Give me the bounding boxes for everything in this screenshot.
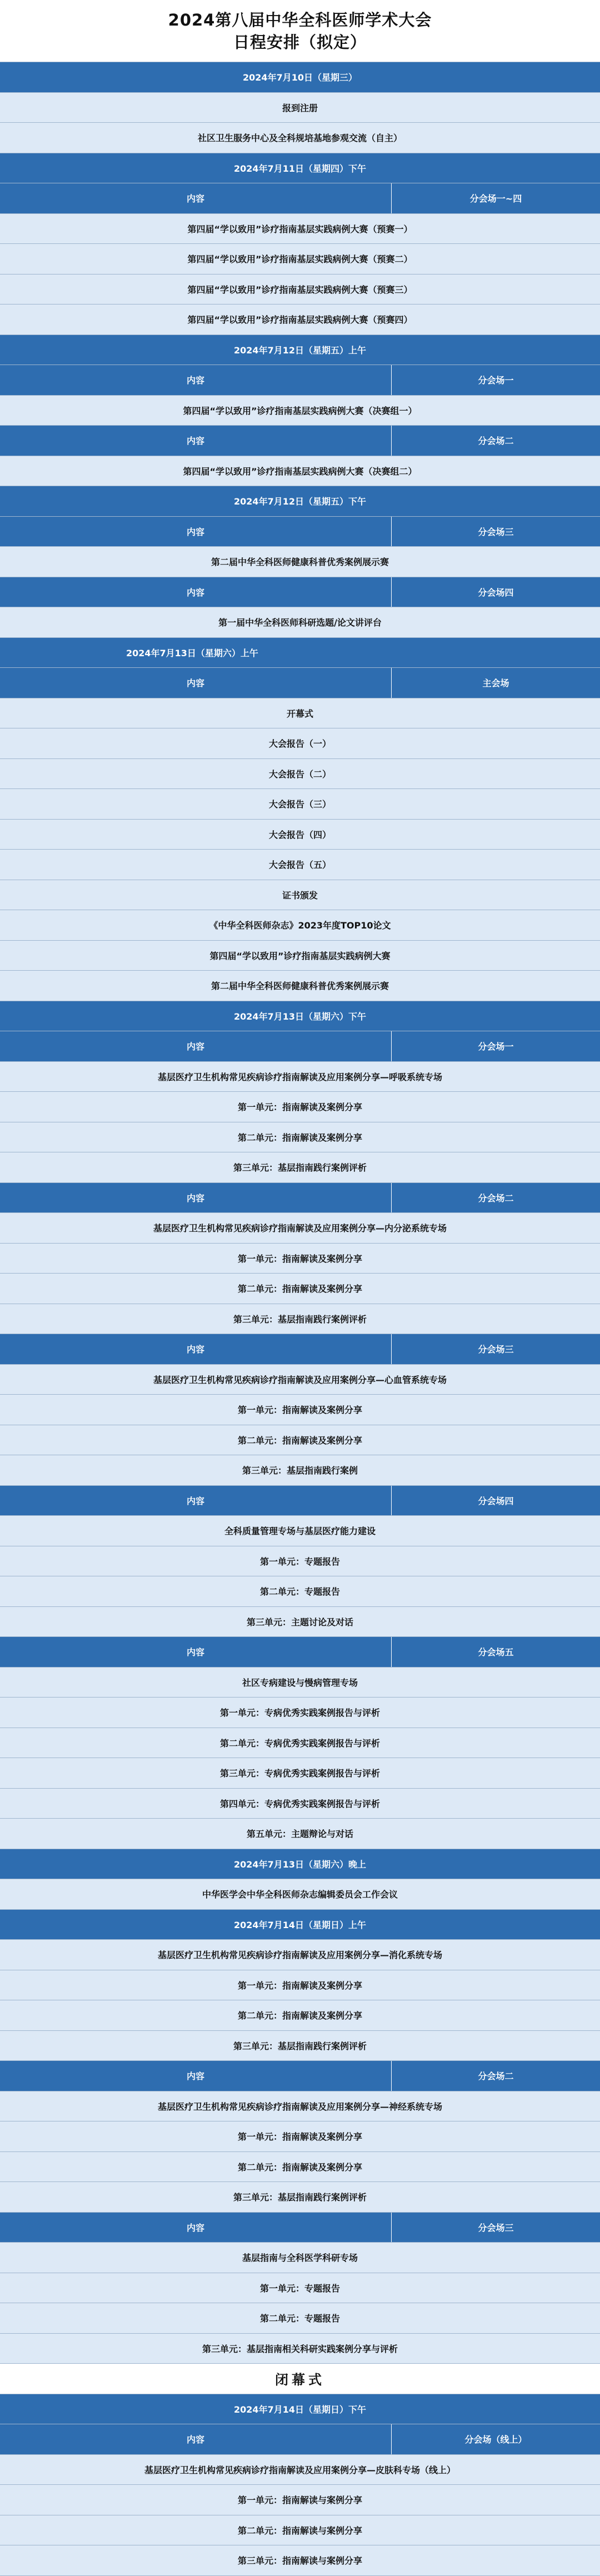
schedule-item: [0, 1607, 600, 1638]
date-row-label: 2024年7月14日（星期日）上午: [234, 1919, 366, 1930]
schedule-item: [0, 456, 600, 487]
column-header-venue: 分会场三: [478, 2222, 514, 2233]
schedule-item-label: 第二单元：专题报告: [259, 2313, 340, 2324]
column-header-venue: 分会场四: [478, 1495, 514, 1506]
title-block: [0, 0, 600, 62]
schedule-item: [0, 2121, 600, 2152]
schedule-item: [0, 1395, 600, 1425]
schedule-item: [0, 2152, 600, 2183]
column-header-venue: 分会场一~四: [469, 193, 522, 204]
schedule-item: [0, 1213, 600, 1244]
schedule-item-label: 第三单元：基层指南相关科研实践案例分享与评析: [202, 2343, 398, 2354]
schedule-item: [0, 1546, 600, 1577]
column-header-row: [0, 365, 600, 396]
schedule-item-label: 第二单元：指南解读及案例分享: [237, 2010, 362, 2021]
schedule-item-label: 第三单元：基层指南践行案例评析: [233, 2192, 367, 2203]
column-header-venue: 分会场二: [478, 436, 514, 447]
schedule-item-label: 第一单元：指南解读及案例分享: [237, 1405, 362, 1416]
schedule-item-label: 基层医疗卫生机构常见疾病诊疗指南解读及应用案例分享—消化系统专场: [157, 1950, 442, 1961]
column-header-content: 内容: [0, 668, 392, 698]
schedule-item-label: 第一单元：专题报告: [259, 1556, 340, 1567]
schedule-item: [0, 244, 600, 274]
schedule-item-label: 第二单元：专题报告: [259, 1586, 340, 1597]
page-title: 2024第八届中华全科医师学术大会: [168, 10, 432, 29]
schedule-item-label: 第二单元：指南解读与案例分享: [237, 2525, 362, 2536]
schedule-item-label: 基层医疗卫生机构常见疾病诊疗指南解读及应用案例分享—心血管系统专场: [153, 1374, 447, 1385]
schedule-item-label: 报到注册: [282, 102, 318, 113]
schedule-item-label: 第二届中华全科医师健康科普优秀案例展示赛: [211, 981, 389, 992]
date-row: [0, 1910, 600, 1940]
schedule-item-label: 第一届中华全科医师科研选题/论文讲评台: [218, 617, 382, 628]
schedule-item: [0, 941, 600, 971]
schedule-item-label: 第四届“学以致用”诊疗指南基层实践病例大赛（预赛三）: [187, 284, 413, 295]
column-header-content: 内容: [0, 1031, 392, 1061]
column-header-row: [0, 668, 600, 698]
schedule-item: [0, 2091, 600, 2122]
schedule-item: [0, 1152, 600, 1183]
schedule-item: [0, 2545, 600, 2576]
schedule-item: [0, 910, 600, 941]
schedule-item-label: 基层医疗卫生机构常见疾病诊疗指南解读及应用案例分享—呼吸系统专场: [157, 1071, 442, 1082]
column-header-venue: 分会场二: [478, 2071, 514, 2082]
column-header-content: 内容: [0, 1486, 392, 1516]
schedule-item: [0, 971, 600, 1001]
schedule-item-label: 社区卫生服务中心及全科规培基地参观交流（自主）: [197, 133, 402, 144]
column-header-row: [0, 577, 600, 608]
column-header-row: [0, 2424, 600, 2455]
schedule-item-label: 大会报告（一）: [268, 738, 331, 750]
schedule-item-label: 第一单元：指南解读及案例分享: [237, 2131, 362, 2143]
schedule-item: [0, 2455, 600, 2485]
column-header-content: 内容: [0, 577, 392, 607]
schedule-item: [0, 1455, 600, 1486]
schedule-item: [0, 1879, 600, 1910]
schedule-item-label: 第五单元：主题辩论与对话: [246, 1829, 353, 1840]
schedule-item: [0, 2334, 600, 2364]
schedule-item: [0, 304, 600, 335]
column-header-row: [0, 1334, 600, 1365]
column-header-row: [0, 2061, 600, 2091]
column-header-venue: 分会场三: [478, 1344, 514, 1355]
schedule-item: [0, 1819, 600, 1849]
column-header-venue: 分会场二: [478, 1192, 514, 1204]
schedule-item: [0, 1728, 600, 1759]
date-row-label: 2024年7月14日（星期日）下午: [234, 2404, 366, 2415]
schedule-item: [0, 2273, 600, 2304]
schedule-item: [0, 1789, 600, 1819]
schedule-item: [0, 1062, 600, 1092]
schedule-item-label: 第三单元：基层指南践行案例评析: [233, 2040, 367, 2051]
schedule-item: [0, 2182, 600, 2213]
date-row-label: 2024年7月12日（星期五）上午: [234, 345, 366, 356]
date-row-label: 2024年7月11日（星期四）下午: [234, 163, 366, 174]
schedule-item: [0, 2031, 600, 2061]
column-header-content: 内容: [0, 2061, 392, 2091]
schedule-item: [0, 1092, 600, 1122]
schedule-item-label: 第三单元：专病优秀实践案例报告与评析: [219, 1768, 380, 1779]
schedule-item-label: 第一单元：指南解读及案例分享: [237, 1102, 362, 1113]
schedule-item-label: 大会报告（四）: [268, 829, 331, 840]
column-header-row: [0, 2213, 600, 2243]
schedule-item-label: 第一单元：专病优秀实践案例报告与评析: [219, 1708, 380, 1719]
schedule-item-label: 第三单元：基层指南践行案例评析: [233, 1314, 367, 1325]
schedule-item: [0, 93, 600, 123]
schedule-item-label: 证书颁发: [282, 890, 318, 901]
column-header-venue: 分会场一: [478, 375, 514, 386]
date-row-label: 2024年7月13日（星期六）晚上: [234, 1859, 366, 1870]
column-header-row: [0, 1486, 600, 1516]
column-header-row: [0, 183, 600, 214]
schedule-item: [0, 820, 600, 850]
schedule-item: [0, 2485, 600, 2515]
schedule-item: [0, 547, 600, 577]
schedule-item: [0, 1365, 600, 1395]
date-row: [0, 2394, 600, 2425]
column-header-content: 内容: [0, 365, 392, 395]
schedule-item: [0, 698, 600, 729]
schedule-item-label: 基层医疗卫生机构常见疾病诊疗指南解读及应用案例分享—皮肤科专场（线上）: [144, 2464, 456, 2475]
schedule-item: [0, 1122, 600, 1153]
schedule-item-label: 第四届“学以致用”诊疗指南基层实践病例大赛（预赛二）: [187, 254, 413, 265]
date-row: [0, 153, 600, 184]
schedule-item: [0, 850, 600, 880]
schedule-item: [0, 880, 600, 911]
column-header-venue: 分会场三: [478, 526, 514, 537]
schedule-item-label: 第三单元：主题讨论及对话: [246, 1616, 353, 1628]
schedule-item-label: 第四届“学以致用”诊疗指南基层实践病例大赛（预赛四）: [187, 314, 413, 326]
column-header-venue: 分会场一: [478, 1041, 514, 1052]
schedule-item-label: 第二单元：指南解读及案例分享: [237, 1435, 362, 1446]
schedule-item-label: 第四届“学以致用”诊疗指南基层实践病例大赛: [209, 950, 391, 961]
schedule-item-label: 第二单元：指南解读及案例分享: [237, 1132, 362, 1143]
schedule-item-label: 大会报告（三）: [268, 799, 331, 810]
schedule-item: [0, 2243, 600, 2273]
schedule-item-label: 开幕式: [286, 708, 313, 719]
column-header-content: 内容: [0, 1637, 392, 1667]
column-header-row: [0, 517, 600, 547]
schedule-item-label: 第一单元：专题报告: [259, 2283, 340, 2294]
schedule-item: [0, 1274, 600, 1304]
schedule-item-label: 第二届中华全科医师健康科普优秀案例展示赛: [211, 557, 389, 568]
schedule-item-label: 《中华全科医师杂志》2023年度TOP10论文: [209, 920, 391, 931]
schedule-item: [0, 1244, 600, 1274]
schedule-item: [0, 789, 600, 820]
schedule-item-label: 第四届“学以致用”诊疗指南基层实践病例大赛（决赛组二）: [183, 466, 417, 477]
column-header-venue: 分会场四: [478, 587, 514, 598]
date-row-label: 2024年7月10日（星期三）: [243, 72, 357, 83]
schedule-item: [0, 607, 600, 638]
schedule-item: [0, 2515, 600, 2546]
column-header-content: 内容: [0, 517, 392, 547]
schedule-item: [0, 2000, 600, 2031]
column-header-content: 内容: [0, 426, 392, 456]
column-header-venue: 分会场五: [478, 1647, 514, 1658]
date-row-label: 2024年7月12日（星期五）下午: [234, 496, 366, 507]
date-row: [0, 62, 600, 93]
schedule-item: [0, 1970, 600, 2001]
column-header-content: 内容: [0, 2213, 392, 2243]
schedule-item-label: 中华医学会中华全科医师杂志编辑委员会工作会议: [202, 1889, 398, 1900]
closing-ceremony-label: 闭幕式: [275, 2372, 325, 2388]
date-row: [0, 638, 600, 668]
schedule-item-label: 第二单元：专病优秀实践案例报告与评析: [219, 1738, 380, 1749]
schedule-item-label: 基层指南与全科医学科研专场: [242, 2253, 358, 2264]
schedule-item-label: 第四届“学以致用”诊疗指南基层实践病例大赛（决赛组一）: [183, 405, 417, 416]
date-row: [0, 335, 600, 366]
schedule-item: [0, 214, 600, 244]
schedule-item-label: 社区专病建设与慢病管理专场: [242, 1677, 358, 1688]
schedule-item-label: 第二单元：指南解读及案例分享: [237, 1284, 362, 1295]
schedule-item-label: 基层医疗卫生机构常见疾病诊疗指南解读及应用案例分享—内分泌系统专场: [153, 1223, 447, 1234]
schedule-item: [0, 1304, 600, 1335]
schedule-item-label: 基层医疗卫生机构常见疾病诊疗指南解读及应用案例分享—神经系统专场: [157, 2101, 442, 2112]
schedule-table: [0, 62, 600, 2576]
schedule-item-label: 大会报告（五）: [268, 860, 331, 871]
schedule-item: [0, 1698, 600, 1728]
column-header-content: 内容: [0, 2424, 392, 2454]
date-row: [0, 1849, 600, 1880]
date-row: [0, 1001, 600, 1032]
date-row-label: 2024年7月13日（星期六）下午: [234, 1011, 366, 1022]
schedule-item: [0, 1576, 600, 1607]
schedule-item: [0, 274, 600, 305]
schedule-item-label: 第二单元：指南解读及案例分享: [237, 2161, 362, 2173]
closing-ceremony: [0, 2364, 600, 2394]
schedule-item-label: 第三单元：基层指南践行案例: [242, 1465, 358, 1476]
schedule-item-label: 全科质量管理专场与基层医疗能力建设: [224, 1526, 376, 1537]
schedule-item: [0, 1516, 600, 1546]
schedule-item: [0, 1940, 600, 1970]
schedule-item-label: 大会报告（二）: [268, 768, 331, 780]
schedule-item-label: 第四单元：专病优秀实践案例报告与评析: [219, 1798, 380, 1809]
column-header-venue: 主会场: [482, 678, 509, 689]
column-header-row: [0, 1637, 600, 1668]
schedule-item-label: 第一单元：指南解读及案例分享: [237, 1980, 362, 1991]
page-subtitle: 日程安排（拟定）: [233, 32, 367, 52]
column-header-row: [0, 1031, 600, 1062]
schedule-item: [0, 123, 600, 153]
schedule-item: [0, 1758, 600, 1789]
schedule-item: [0, 728, 600, 759]
column-header-content: 内容: [0, 1183, 392, 1213]
schedule-item: [0, 2303, 600, 2334]
schedule-item-label: 第三单元：基层指南践行案例评析: [233, 1162, 367, 1174]
schedule-item-label: 第一单元：指南解读与案例分享: [237, 2495, 362, 2506]
schedule-item-label: 第一单元：指南解读及案例分享: [237, 1253, 362, 1264]
column-header-row: [0, 1183, 600, 1214]
column-header-row: [0, 426, 600, 456]
schedule-item-label: 第四届“学以致用”诊疗指南基层实践病例大赛（预赛一）: [187, 223, 413, 234]
schedule-item-label: 第三单元：指南解读与案例分享: [237, 2555, 362, 2567]
date-row: [0, 486, 600, 517]
date-row-label: 2024年7月13日（星期六）上午: [126, 647, 258, 658]
schedule-item: [0, 759, 600, 790]
column-header-content: 内容: [0, 183, 392, 213]
column-header-venue: 分会场（线上）: [464, 2434, 527, 2445]
column-header-content: 内容: [0, 1334, 392, 1364]
schedule-item: [0, 396, 600, 426]
schedule-item: [0, 1668, 600, 1698]
schedule-item: [0, 1425, 600, 1456]
